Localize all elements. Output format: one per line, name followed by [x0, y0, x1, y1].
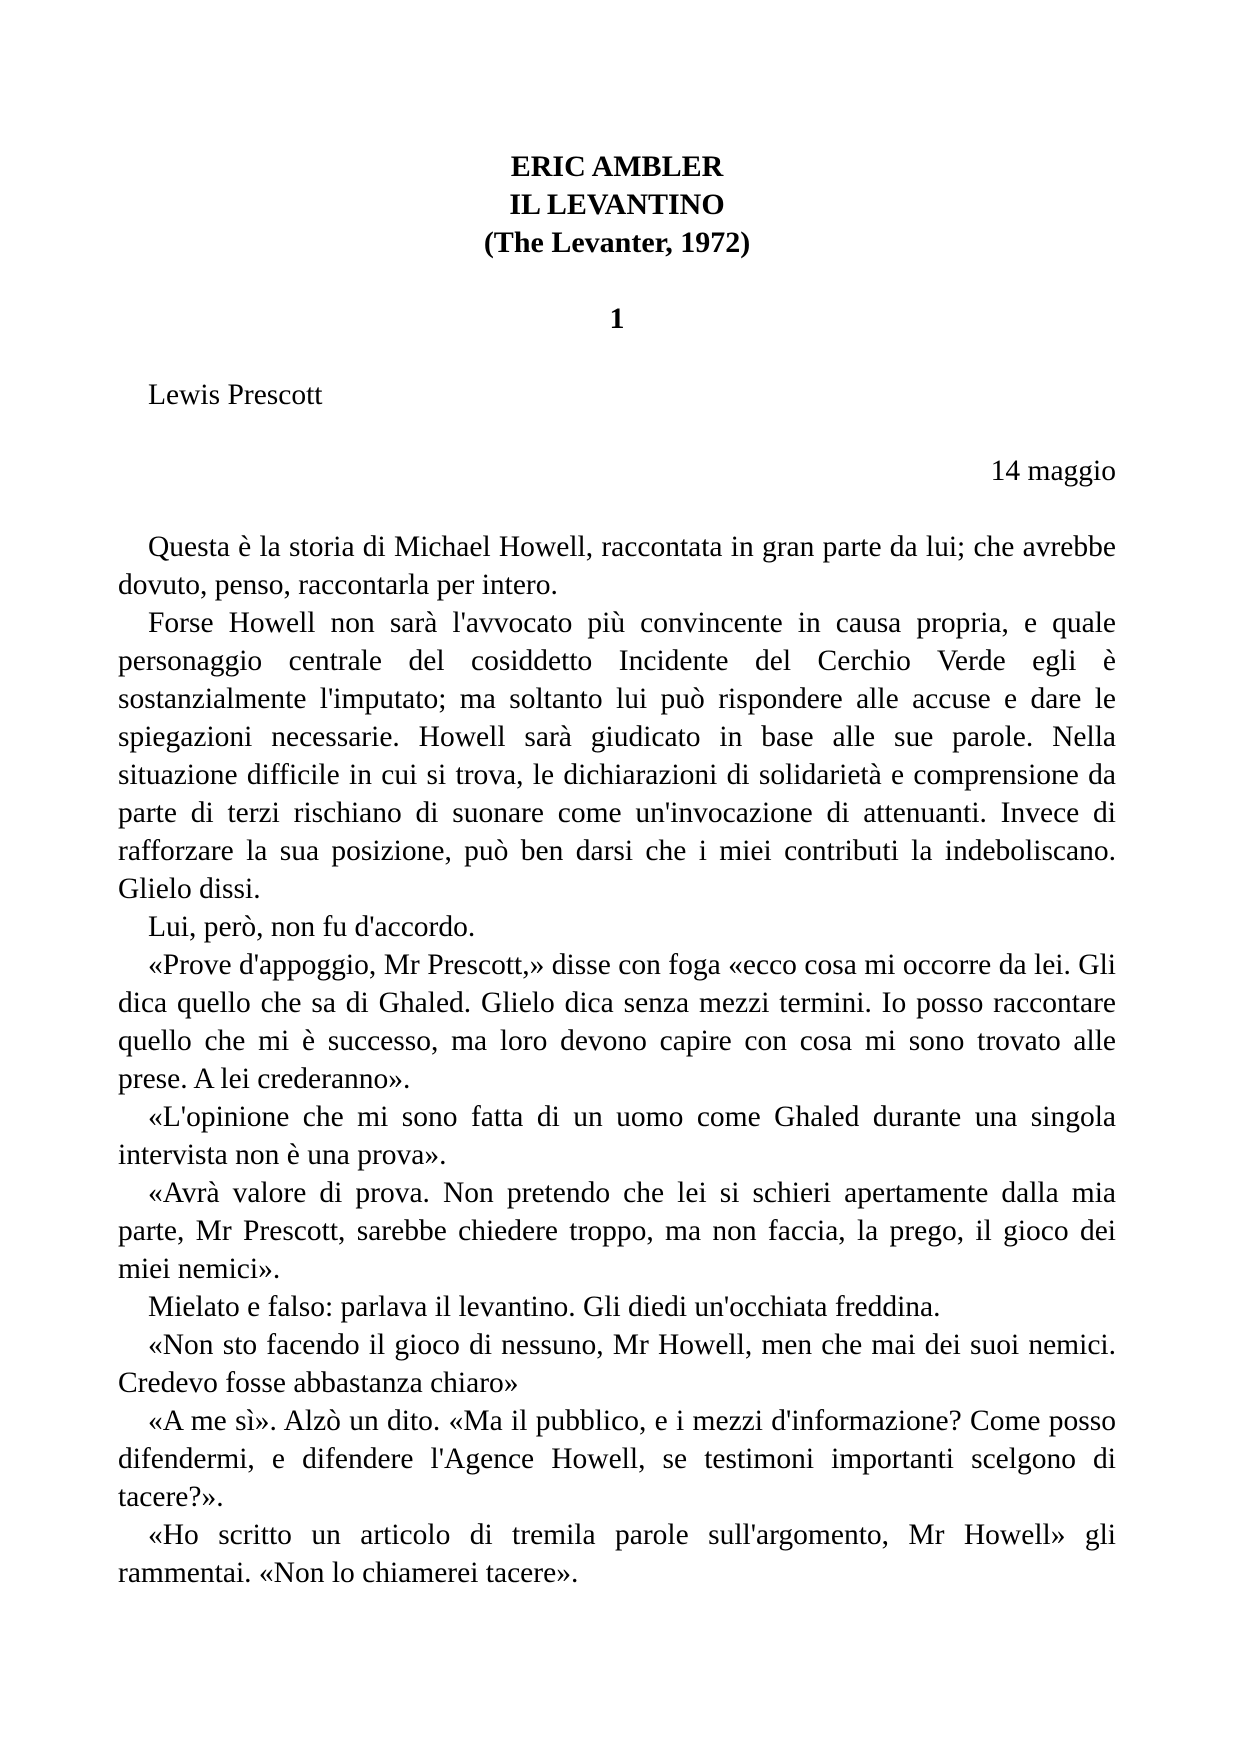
book-author: ERIC AMBLER — [510, 150, 724, 183]
paragraph: «Prove d'appoggio, Mr Prescott,» disse con foga «ecco cosa mi occorre da lei. Gli dica quello che sa di Ghaled. Glielo dica senza mezzi termini. Io posso raccontare quello che mi è successo, ma loro devono capire con cosa mi sono trovato alle prese. A lei crederanno». — [118, 949, 1116, 1095]
paragraph: «L'opinione che mi sono fatta di un uomo come Ghaled durante una singola intervista non è una prova». — [118, 1101, 1116, 1171]
body-text — [118, 528, 1116, 1592]
section-author: Lewis Prescott — [148, 379, 323, 411]
paragraph: Forse Howell non sarà l'avvocato più convincente in causa propria, e quale personaggio centrale del cosiddetto Incidente del Cerchio Verde egli è sostanzialmente l'imputato; ma soltanto lui può rispondere alle accuse e dare le spiegazioni necessarie. Howell sarà giudicato in base alle sue parole. Nella situazione difficile in cui si trova, le dichiarazioni di solidarietà e comprensione da parte di terzi rischiano di suonare come un'invocazione di attenuanti. Invece di rafforzare la sua posizione, può ben darsi che i miei contributi la indeboliscano. Glielo dissi. — [118, 607, 1116, 905]
original-title: (The Levanter, 1972) — [483, 226, 751, 259]
paragraph: «Avrà valore di prova. Non pretendo che lei si schieri apertamente dalla mia parte, Mr Prescott, sarebbe chiedere troppo, ma non faccia, la prego, il gioco dei miei nemici». — [118, 1177, 1116, 1285]
book-title: IL LEVANTINO — [509, 188, 725, 221]
paragraph: Questa è la storia di Michael Howell, raccontata in gran parte da lui; che avrebbe dovuto, penso, raccontarla per intero. — [118, 531, 1116, 601]
document-page — [118, 148, 1116, 1592]
title-block — [118, 148, 1116, 262]
paragraph: «A me sì». Alzò un dito. «Ma il pubblico, e i mezzi d'informazione? Come posso difendermi, e difendere l'Agence Howell, se testimoni importanti scelgono di tacere?». — [118, 1405, 1116, 1513]
paragraph: «Ho scritto un articolo di tremila parole sull'argomento, Mr Howell» gli rammentai. «Non lo chiamerei tacere». — [118, 1519, 1116, 1589]
section-date: 14 maggio — [990, 455, 1116, 487]
paragraph: Mielato e falso: parlava il levantino. Gli diedi un'occhiata freddina. — [148, 1291, 941, 1323]
chapter-number: 1 — [609, 302, 625, 335]
paragraph: Lui, però, non fu d'accordo. — [148, 911, 476, 943]
paragraph: «Non sto facendo il gioco di nessuno, Mr Howell, men che mai dei suoi nemici. Credevo fosse abbastanza chiaro» — [118, 1329, 1116, 1399]
